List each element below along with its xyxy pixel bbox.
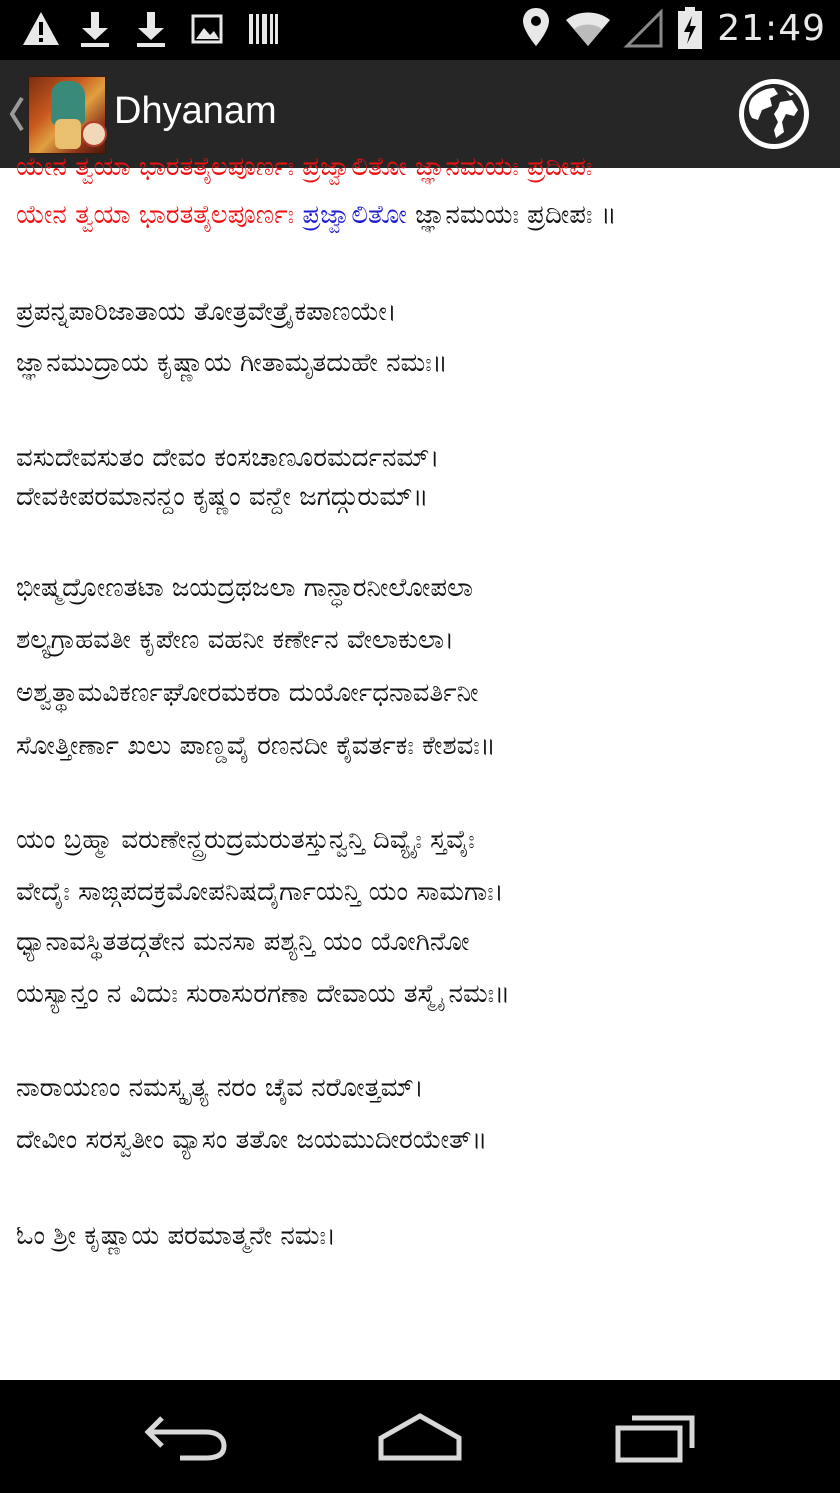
verse-line: ದೇವೀಂ ಸರಸ್ವತೀಂ ವ್ಯಾಸಂ ತತೋ ಜಯಮುದೀರಯೇತ್॥ bbox=[16, 1125, 488, 1155]
verse-line: ಓಂ ಶ್ರೀ ಕೃಷ್ಣಾಯ ಪರಮಾತ್ಮನೇ ನಮಃ। bbox=[16, 1221, 336, 1251]
verse-line: ಯಸ್ಯಾನ್ತಂ ನ ವಿದುಃ ಸುರಾಸುರಗಣಾ ದೇವಾಯ ತಸ್ಮೈ ನಮಃ॥ bbox=[16, 979, 511, 1009]
verse-line: ಅಶ್ವತ್ಥಾಮವಿಕರ್ಣಘೋರಮಕರಾ ದುರ್ಯೋಧನಾವರ್ತಿನೀ bbox=[16, 678, 479, 708]
image-icon bbox=[190, 10, 224, 48]
navigation-bar bbox=[0, 1380, 840, 1493]
page-title: Dhyanam bbox=[114, 90, 277, 132]
verse-line: ಧ್ಯಾನಾವಸ್ಥಿತತದ್ಗತೇನ ಮನಸಾ ಪಶ್ಯನ್ತಿ ಯಂ ಯೋಗಿನೋ bbox=[16, 927, 470, 957]
battery-charging-icon bbox=[677, 6, 703, 50]
download-icon bbox=[134, 10, 168, 48]
verse-line: ಪ್ರಪನ್ನಪಾರಿಜಾತಾಯ ತೋತ್ರವೇತ್ರೈಕಪಾಣಯೇ। bbox=[16, 297, 397, 327]
red-text-segment: ಯೇನ ತ್ವಯಾ ಭಾರತತೈಲಪೂರ್ಣಃ bbox=[16, 200, 295, 230]
app-icon[interactable] bbox=[28, 76, 106, 154]
partial-line: ಯೇನ ತ್ವಯಾ ಭಾರತತೈಲಪೂರ್ಣಃ ಪ್ರಜ್ವಾಲಿತೋ ಜ್ಞಾನಮಯಃ ಪ್ರದೀಪಃ bbox=[16, 152, 593, 182]
notification-icons bbox=[22, 10, 280, 48]
verse-line: ಸೋತ್ತೀರ್ಣಾ ಖಲು ಪಾಣ್ಡವೈ ರಣನದೀ ಕೈವರ್ತಕಃ ಕೇಶವಃ॥ bbox=[16, 731, 496, 761]
download-icon bbox=[78, 10, 112, 48]
verse-line: ಯಂ ಬ್ರಹ್ಮಾ ವರುಣೇನ್ದ್ರರುದ್ರಮರುತಸ್ತುನ್ವನ್ತಿ ದಿವ್ಯೈಃ ಸ್ತವೈಃ bbox=[16, 825, 475, 855]
content-area[interactable] bbox=[0, 152, 840, 1380]
clock: 21:49 bbox=[717, 7, 826, 49]
recent-apps-icon[interactable] bbox=[608, 1408, 698, 1464]
verse-line: ಭೀಷ್ಮದ್ರೋಣತಟಾ ಜಯದ್ರಥಜಲಾ ಗಾನ್ಧಾರನೀಲೋಪಲಾ bbox=[16, 573, 474, 603]
verse-line: ಶಲ್ಯಗ್ರಾಹವತೀ ಕೃಪೇಣ ವಹನೀ ಕರ್ಣೇನ ವೇಲಾಕುಲಾ। bbox=[16, 625, 454, 655]
globe-icon[interactable] bbox=[736, 76, 812, 152]
verse-line: ವಸುದೇವಸುತಂ ದೇವಂ ಕಂಸಚಾಣೂರಮರ್ದನಮ್। bbox=[16, 443, 440, 473]
wifi-icon bbox=[565, 8, 611, 48]
barcode-icon bbox=[246, 10, 280, 48]
status-bar bbox=[0, 0, 840, 60]
system-icons bbox=[521, 6, 826, 50]
location-icon bbox=[521, 6, 551, 50]
home-icon[interactable] bbox=[375, 1408, 465, 1464]
chevron-left-icon[interactable] bbox=[8, 94, 26, 134]
blue-text-segment: ಪ್ರಜ್ವಾಲಿತೋ bbox=[302, 200, 407, 230]
black-text-segment: ಜ್ಞಾನಮಯಃ ಪ್ರದೀಪಃ ॥ bbox=[415, 200, 617, 230]
verse-line: ಜ್ಞಾನಮುದ್ರಾಯ ಕೃಷ್ಣಾಯ ಗೀತಾಮೃತದುಹೇ ನಮಃ॥ bbox=[16, 348, 448, 378]
verse-line: ವೇದೈಃ ಸಾಙ್ಗಪದಕ್ರಮೋಪನಿಷದೈರ್ಗಾಯನ್ತಿ ಯಂ ಸಾಮಗಾಃ। bbox=[16, 877, 504, 907]
verse-line: ನಾರಾಯಣಂ ನಮಸ್ಕೃತ್ಯ ನರಂ ಚೈವ ನರೋತ್ತಮ್। bbox=[16, 1073, 424, 1103]
verse-line: ದೇವಕೀಪರಮಾನನ್ದಂ ಕೃಷ್ಣಂ ವನ್ದೇ ಜಗದ್ಗುರುಮ್॥ bbox=[16, 482, 429, 512]
signal-icon bbox=[625, 8, 663, 48]
warning-icon bbox=[22, 10, 56, 48]
back-icon[interactable] bbox=[140, 1408, 230, 1464]
highlighted-line bbox=[16, 198, 617, 232]
